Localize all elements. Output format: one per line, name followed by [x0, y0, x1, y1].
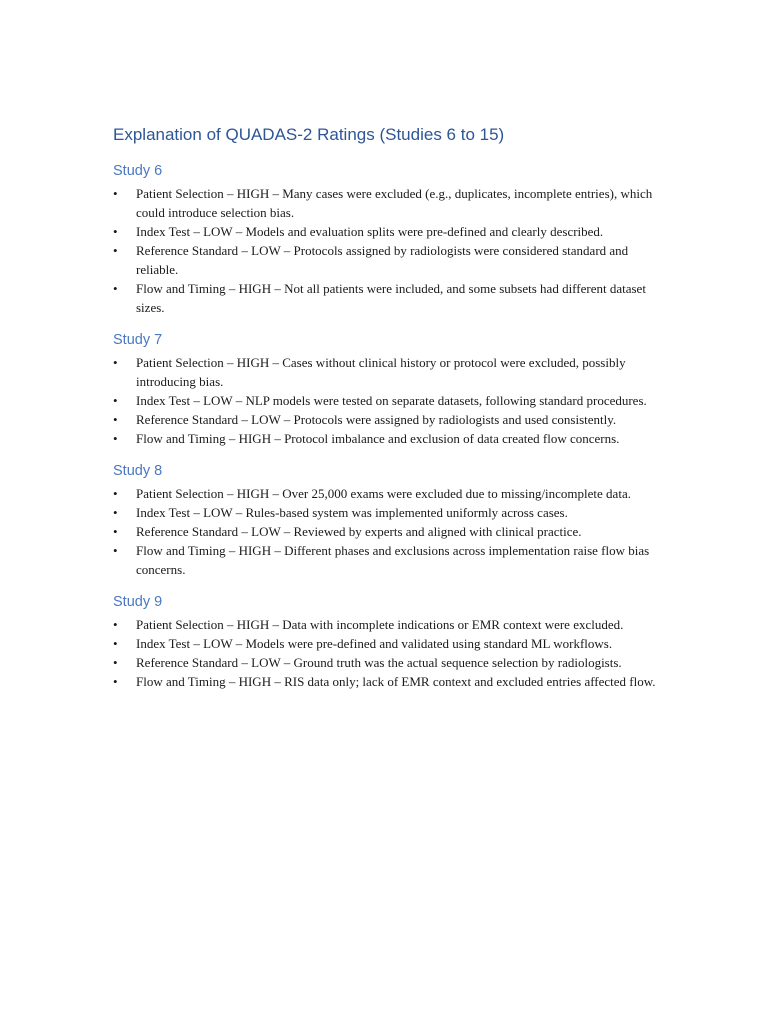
- list-item-text: Patient Selection – HIGH – Data with incomplete indications or EMR context were excluded.: [136, 617, 624, 632]
- list-item-text: Patient Selection – HIGH – Cases without clinical history or protocol were excluded, possibly introducing bias.: [136, 355, 626, 389]
- bullet-icon: •: [113, 543, 118, 558]
- bullet-icon: •: [113, 243, 118, 258]
- bullet-icon: •: [113, 674, 118, 689]
- list-item: [113, 503, 658, 522]
- bullet-icon: •: [113, 431, 118, 446]
- document-title: Explanation of QUADAS-2 Ratings (Studies 6 to 15): [113, 125, 505, 144]
- list-item: [113, 634, 658, 653]
- list-item-text: Index Test – LOW – Models were pre-defined and validated using standard ML workflows.: [136, 636, 613, 651]
- list-item-text: Patient Selection – HIGH – Many cases were excluded (e.g., duplicates, incomplete entries), which could introduce selection bias.: [136, 186, 653, 220]
- bullet-icon: •: [113, 186, 118, 201]
- study-heading: Study 6: [113, 163, 163, 179]
- study-heading: Study 8: [113, 463, 163, 479]
- list-item: [113, 541, 658, 579]
- list-item-text: Reference Standard – LOW – Protocols assigned by radiologists were considered standard and reliable.: [136, 243, 629, 277]
- bullet-icon: •: [113, 636, 118, 651]
- list-item-text: Flow and Timing – HIGH – RIS data only; lack of EMR context and excluded entries affected flow.: [136, 674, 656, 689]
- list-item: [113, 522, 658, 541]
- list-item-text: Reference Standard – LOW – Ground truth was the actual sequence selection by radiologists.: [136, 655, 622, 670]
- bullet-icon: •: [113, 524, 118, 539]
- bullet-icon: •: [113, 655, 118, 670]
- bullet-icon: •: [113, 617, 118, 632]
- list-item: [113, 184, 658, 222]
- bullet-icon: •: [113, 224, 118, 239]
- list-item-text: Patient Selection – HIGH – Over 25,000 exams were excluded due to missing/incomplete data.: [136, 486, 631, 501]
- list-item: [113, 410, 658, 429]
- list-item: [113, 279, 658, 317]
- rating-list: [113, 615, 658, 691]
- list-item-text: Index Test – LOW – Rules-based system was implemented uniformly across cases.: [136, 505, 568, 520]
- document-page: [113, 124, 658, 704]
- list-item-text: Reference Standard – LOW – Reviewed by experts and aligned with clinical practice.: [136, 524, 582, 539]
- list-item: [113, 615, 658, 634]
- list-item: [113, 672, 658, 691]
- list-item: [113, 353, 658, 391]
- bullet-icon: •: [113, 412, 118, 427]
- study-section-8: [113, 461, 658, 579]
- list-item: [113, 391, 658, 410]
- list-item: [113, 222, 658, 241]
- rating-list: [113, 184, 658, 317]
- list-item: [113, 484, 658, 503]
- list-item-text: Index Test – LOW – NLP models were tested on separate datasets, following standard procedures.: [136, 393, 647, 408]
- list-item-text: Flow and Timing – HIGH – Different phases and exclusions across implementation raise flow bias concerns.: [136, 543, 650, 577]
- list-item: [113, 653, 658, 672]
- bullet-icon: •: [113, 486, 118, 501]
- study-heading: Study 9: [113, 594, 163, 610]
- study-heading: Study 7: [113, 332, 163, 348]
- list-item-text: Flow and Timing – HIGH – Not all patients were included, and some subsets had different dataset sizes.: [136, 281, 646, 315]
- list-item-text: Index Test – LOW – Models and evaluation splits were pre-defined and clearly described.: [136, 224, 604, 239]
- study-section-7: [113, 330, 658, 448]
- rating-list: [113, 353, 658, 448]
- list-item: [113, 429, 658, 448]
- list-item-text: Flow and Timing – HIGH – Protocol imbalance and exclusion of data created flow concerns.: [136, 431, 620, 446]
- bullet-icon: •: [113, 505, 118, 520]
- bullet-icon: •: [113, 355, 118, 370]
- bullet-icon: •: [113, 281, 118, 296]
- rating-list: [113, 484, 658, 579]
- study-section-9: [113, 592, 658, 691]
- list-item-text: Reference Standard – LOW – Protocols were assigned by radiologists and used consistently.: [136, 412, 617, 427]
- list-item: [113, 241, 658, 279]
- study-section-6: [113, 161, 658, 317]
- bullet-icon: •: [113, 393, 118, 408]
